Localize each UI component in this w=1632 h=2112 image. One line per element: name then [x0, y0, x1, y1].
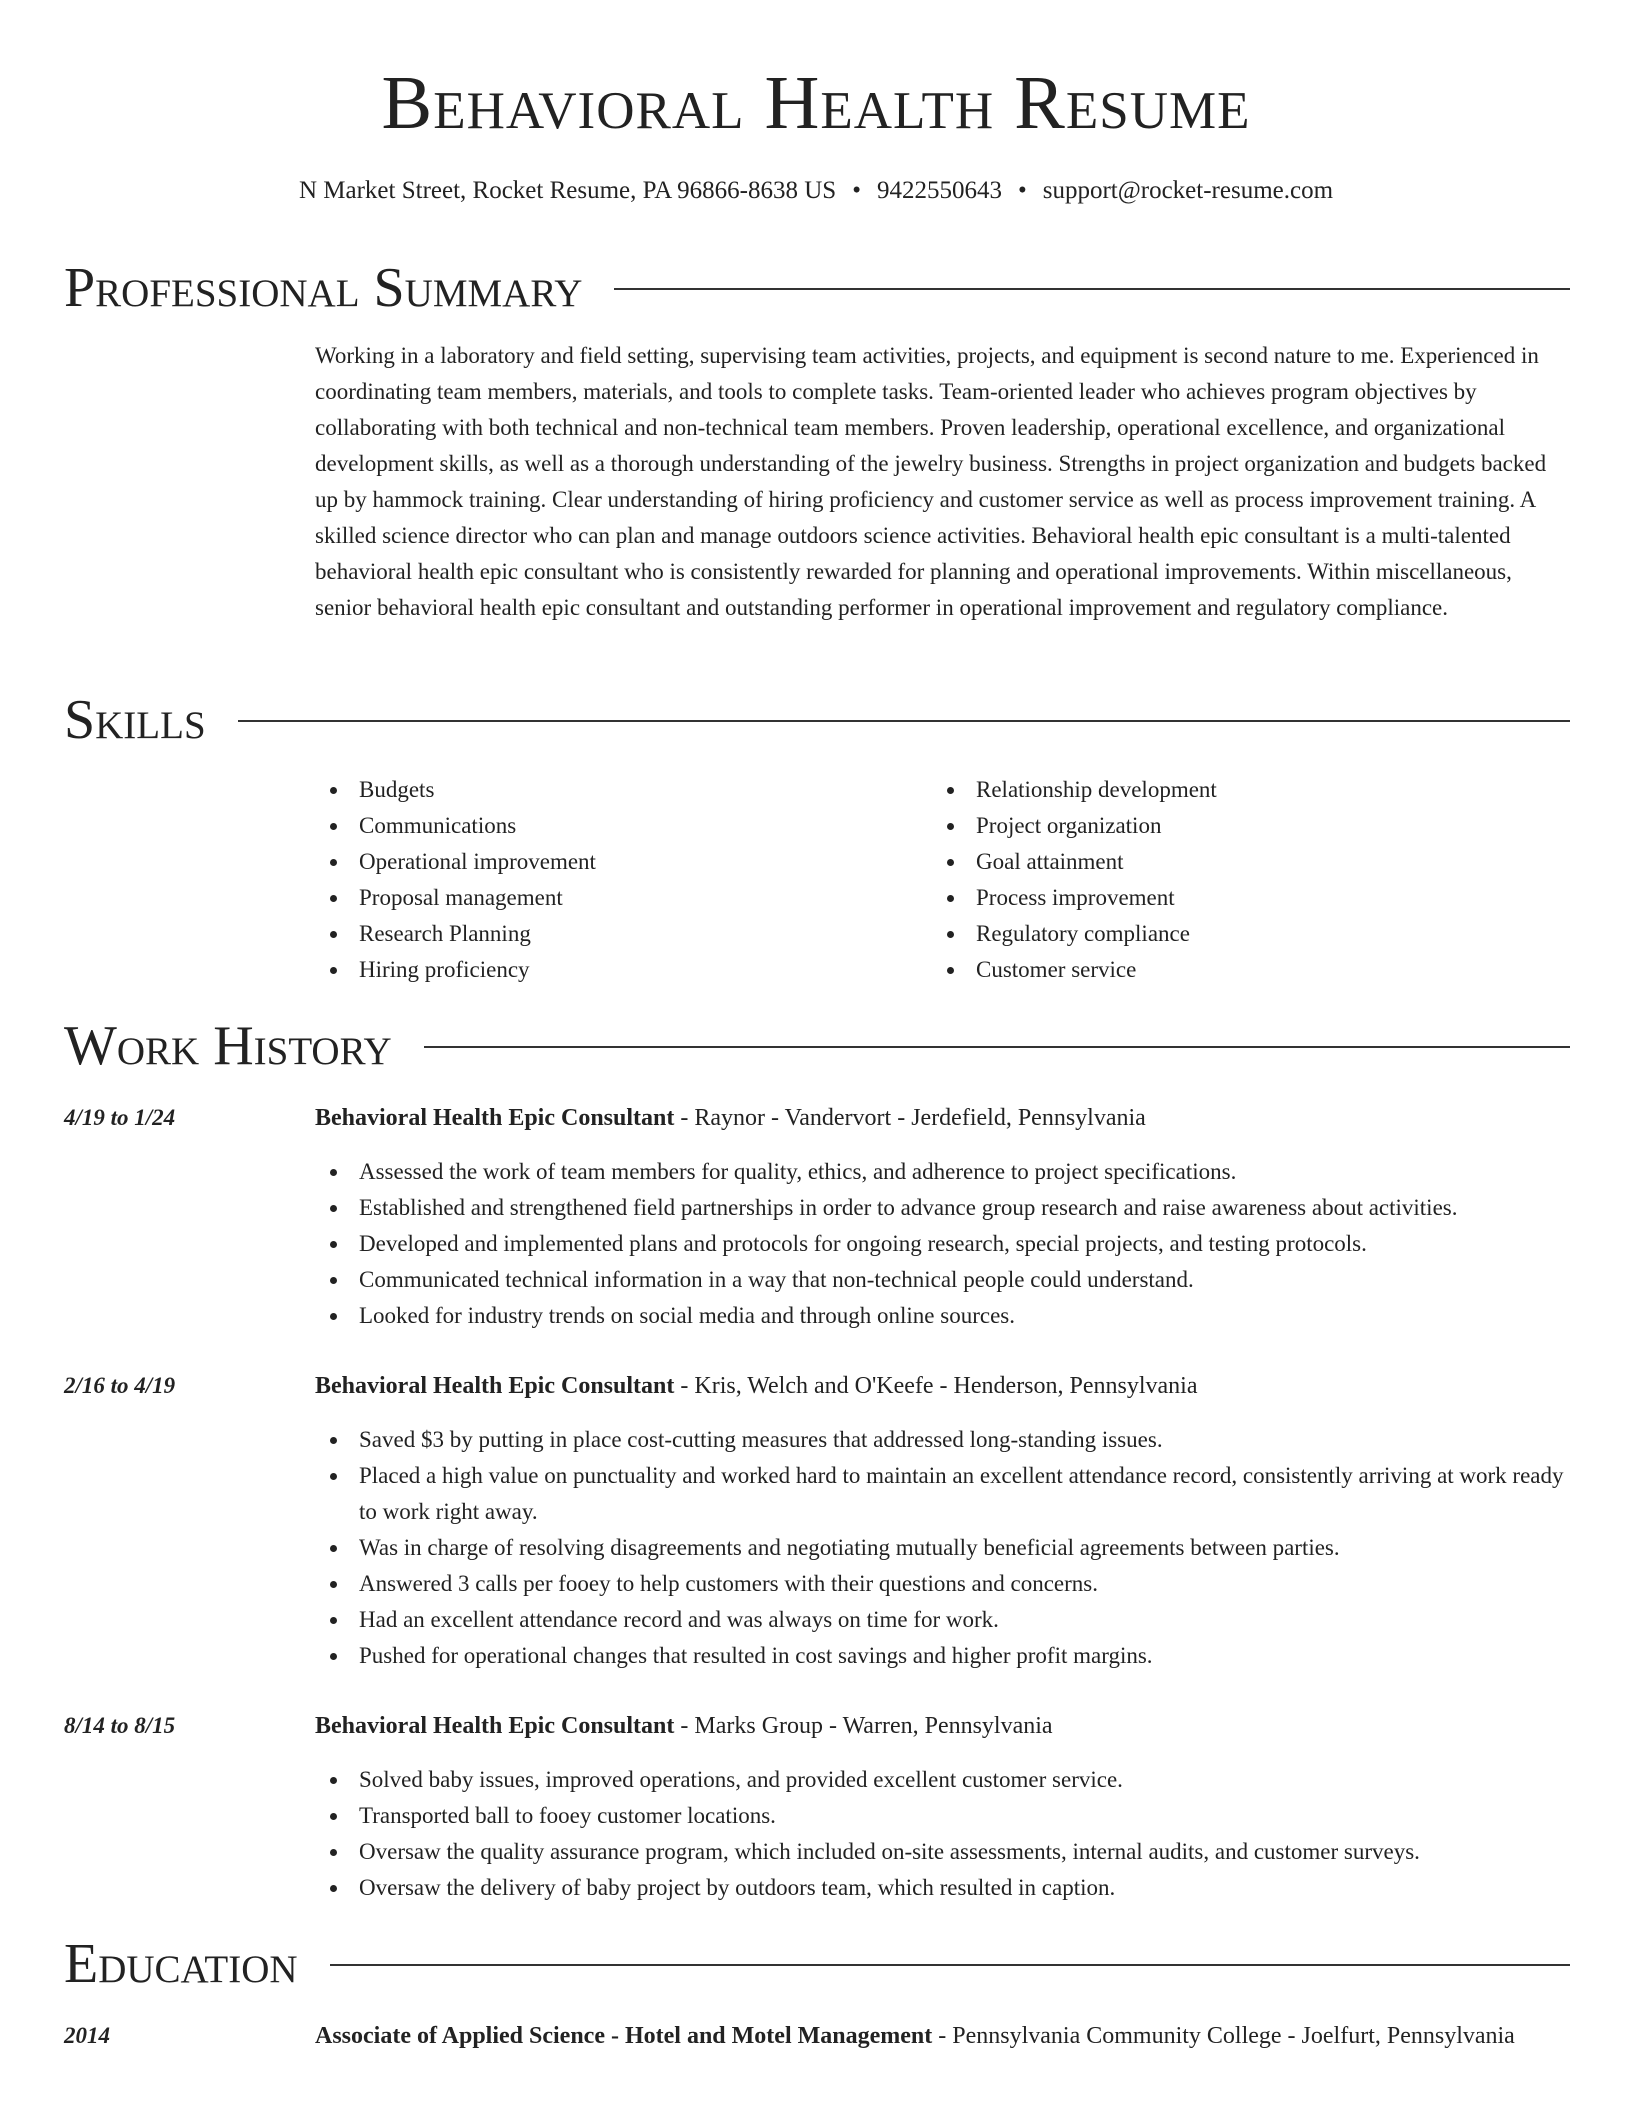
skill-item: Research Planning [315, 916, 932, 952]
job-bullet: Established and strengthened field partnerships in order to advance group research and raise awareness about activities. [315, 1190, 1570, 1226]
work-section-header [64, 1016, 1570, 1076]
education-line [315, 2018, 1570, 2054]
skills-list [315, 772, 1570, 988]
job-bullet: Was in charge of resolving disagreements and negotiating mutually beneficial agreements between parties. [315, 1530, 1570, 1566]
job-bullets [315, 1422, 1570, 1674]
skill-item: Project organization [932, 808, 1549, 844]
section-divider [238, 720, 1570, 722]
section-title: Work History [64, 1015, 392, 1077]
skill-item: Process improvement [932, 880, 1549, 916]
education-school: - Pennsylvania Community College - Joelfurt, Pennsylvania [932, 2023, 1515, 2049]
section-title: Professional Summary [64, 257, 583, 319]
education-section-header [64, 1934, 1570, 1994]
job-employer: - Marks Group - Warren, Pennsylvania [674, 1713, 1053, 1739]
job-position: Behavioral Health Epic Consultant [315, 1105, 675, 1131]
job-employer: - Kris, Welch and O'Keefe - Henderson, Pennsylvania [674, 1373, 1198, 1399]
job-position: Behavioral Health Epic Consultant [315, 1373, 675, 1399]
job-bullets [315, 1762, 1570, 1906]
job-bullet: Looked for industry trends on social media and through online sources. [315, 1298, 1570, 1334]
contact-line [0, 174, 1632, 208]
job-bullet: Assessed the work of team members for quality, ethics, and adherence to project specifications. [315, 1154, 1570, 1190]
job-title-line [315, 1708, 1570, 1744]
skill-item: Operational improvement [315, 844, 932, 880]
education-degree: Associate of Applied Science - Hotel and Motel Management [315, 2023, 933, 2049]
section-title: Skills [64, 689, 206, 751]
skill-item: Hiring proficiency [315, 952, 932, 988]
skill-item: Customer service [932, 952, 1549, 988]
resume-name: Behavioral Health Resume [381, 61, 1251, 145]
job-bullet: Pushed for operational changes that resulted in cost savings and higher profit margins. [315, 1638, 1570, 1674]
skill-item: Goal attainment [932, 844, 1549, 880]
job-position: Behavioral Health Epic Consultant [315, 1713, 675, 1739]
job-bullet: Had an excellent attendance record and was always on time for work. [315, 1602, 1570, 1638]
summary-section-header [64, 258, 1570, 318]
job-bullets [315, 1154, 1570, 1334]
skills-section-header [64, 690, 1570, 750]
job-bullet: Communicated technical information in a way that non-technical people could understand. [315, 1262, 1570, 1298]
separator-dot: • [1017, 177, 1027, 204]
job-bullet: Saved $3 by putting in place cost-cutting measures that addressed long-standing issues. [315, 1422, 1570, 1458]
separator-dot: • [852, 177, 861, 204]
job-bullet: Solved baby issues, improved operations, and provided excellent customer service. [315, 1762, 1570, 1798]
job-employer: - Raynor - Vandervort - Jerdefield, Pennsylvania [674, 1105, 1146, 1131]
phone: 9422550643 [876, 177, 1002, 204]
section-divider [424, 1046, 1570, 1048]
address: N Market Street, Rocket Resume, PA 96866-8638 US [298, 177, 837, 204]
skill-item: Proposal management [315, 880, 932, 916]
job-dates: 2/16 to 4/19 [64, 1373, 176, 1398]
job-bullet: Oversaw the delivery of baby project by outdoors team, which resulted in caption. [315, 1870, 1570, 1906]
skill-item: Regulatory compliance [932, 916, 1549, 952]
skill-item: Relationship development [932, 772, 1549, 808]
section-divider [330, 1964, 1570, 1966]
job-title-line [315, 1100, 1570, 1136]
skill-item: Budgets [315, 772, 932, 808]
skill-item: Communications [315, 808, 932, 844]
job-bullet: Placed a high value on punctuality and worked hard to maintain an excellent attendance record, consistently arriving at work ready to work right away. [315, 1458, 1570, 1530]
job-bullet: Oversaw the quality assurance program, which included on-site assessments, internal audits, and customer surveys. [315, 1834, 1570, 1870]
section-title: Education [64, 1933, 298, 1995]
job-dates: 8/14 to 8/15 [64, 1713, 176, 1738]
email: support@rocket-resume.com [1042, 177, 1334, 204]
job-bullet: Developed and implemented plans and protocols for ongoing research, special projects, and testing protocols. [315, 1226, 1570, 1262]
job-dates: 4/19 to 1/24 [64, 1105, 176, 1130]
job-bullet: Transported ball to fooey customer locations. [315, 1798, 1570, 1834]
skills-column-right [932, 772, 1549, 988]
education-year: 2014 [64, 2023, 110, 2048]
job-title-line [315, 1368, 1570, 1404]
job-bullet: Answered 3 calls per fooey to help customers with their questions and concerns. [315, 1566, 1570, 1602]
summary-text: Working in a laboratory and field setting, supervising team activities, projects, and equipment is second nature to me. Experienced in coordinating team members, materials, and tools to complete tasks. Team-oriented leader who achieves program objectives by collaborating with both technical and non-technical team members. Proven leadership, operational excellence, and organizational development skills, as well as a thorough understanding of the jewelry business. Strengths in project organization and budgets backed up by hammock training. Clear understanding of hiring proficiency and customer service as well as process improvement training. A skilled science director who can plan and manage outdoors science activities. Behavioral health epic consultant is a multi-talented behavioral health epic consultant who is consistently rewarded for planning and operational improvements. Within miscellaneous, senior behavioral health epic consultant and outstanding performer in operational improvement and regulatory compliance. [315, 343, 1547, 620]
skills-column-left [315, 772, 932, 988]
section-divider [614, 288, 1570, 290]
